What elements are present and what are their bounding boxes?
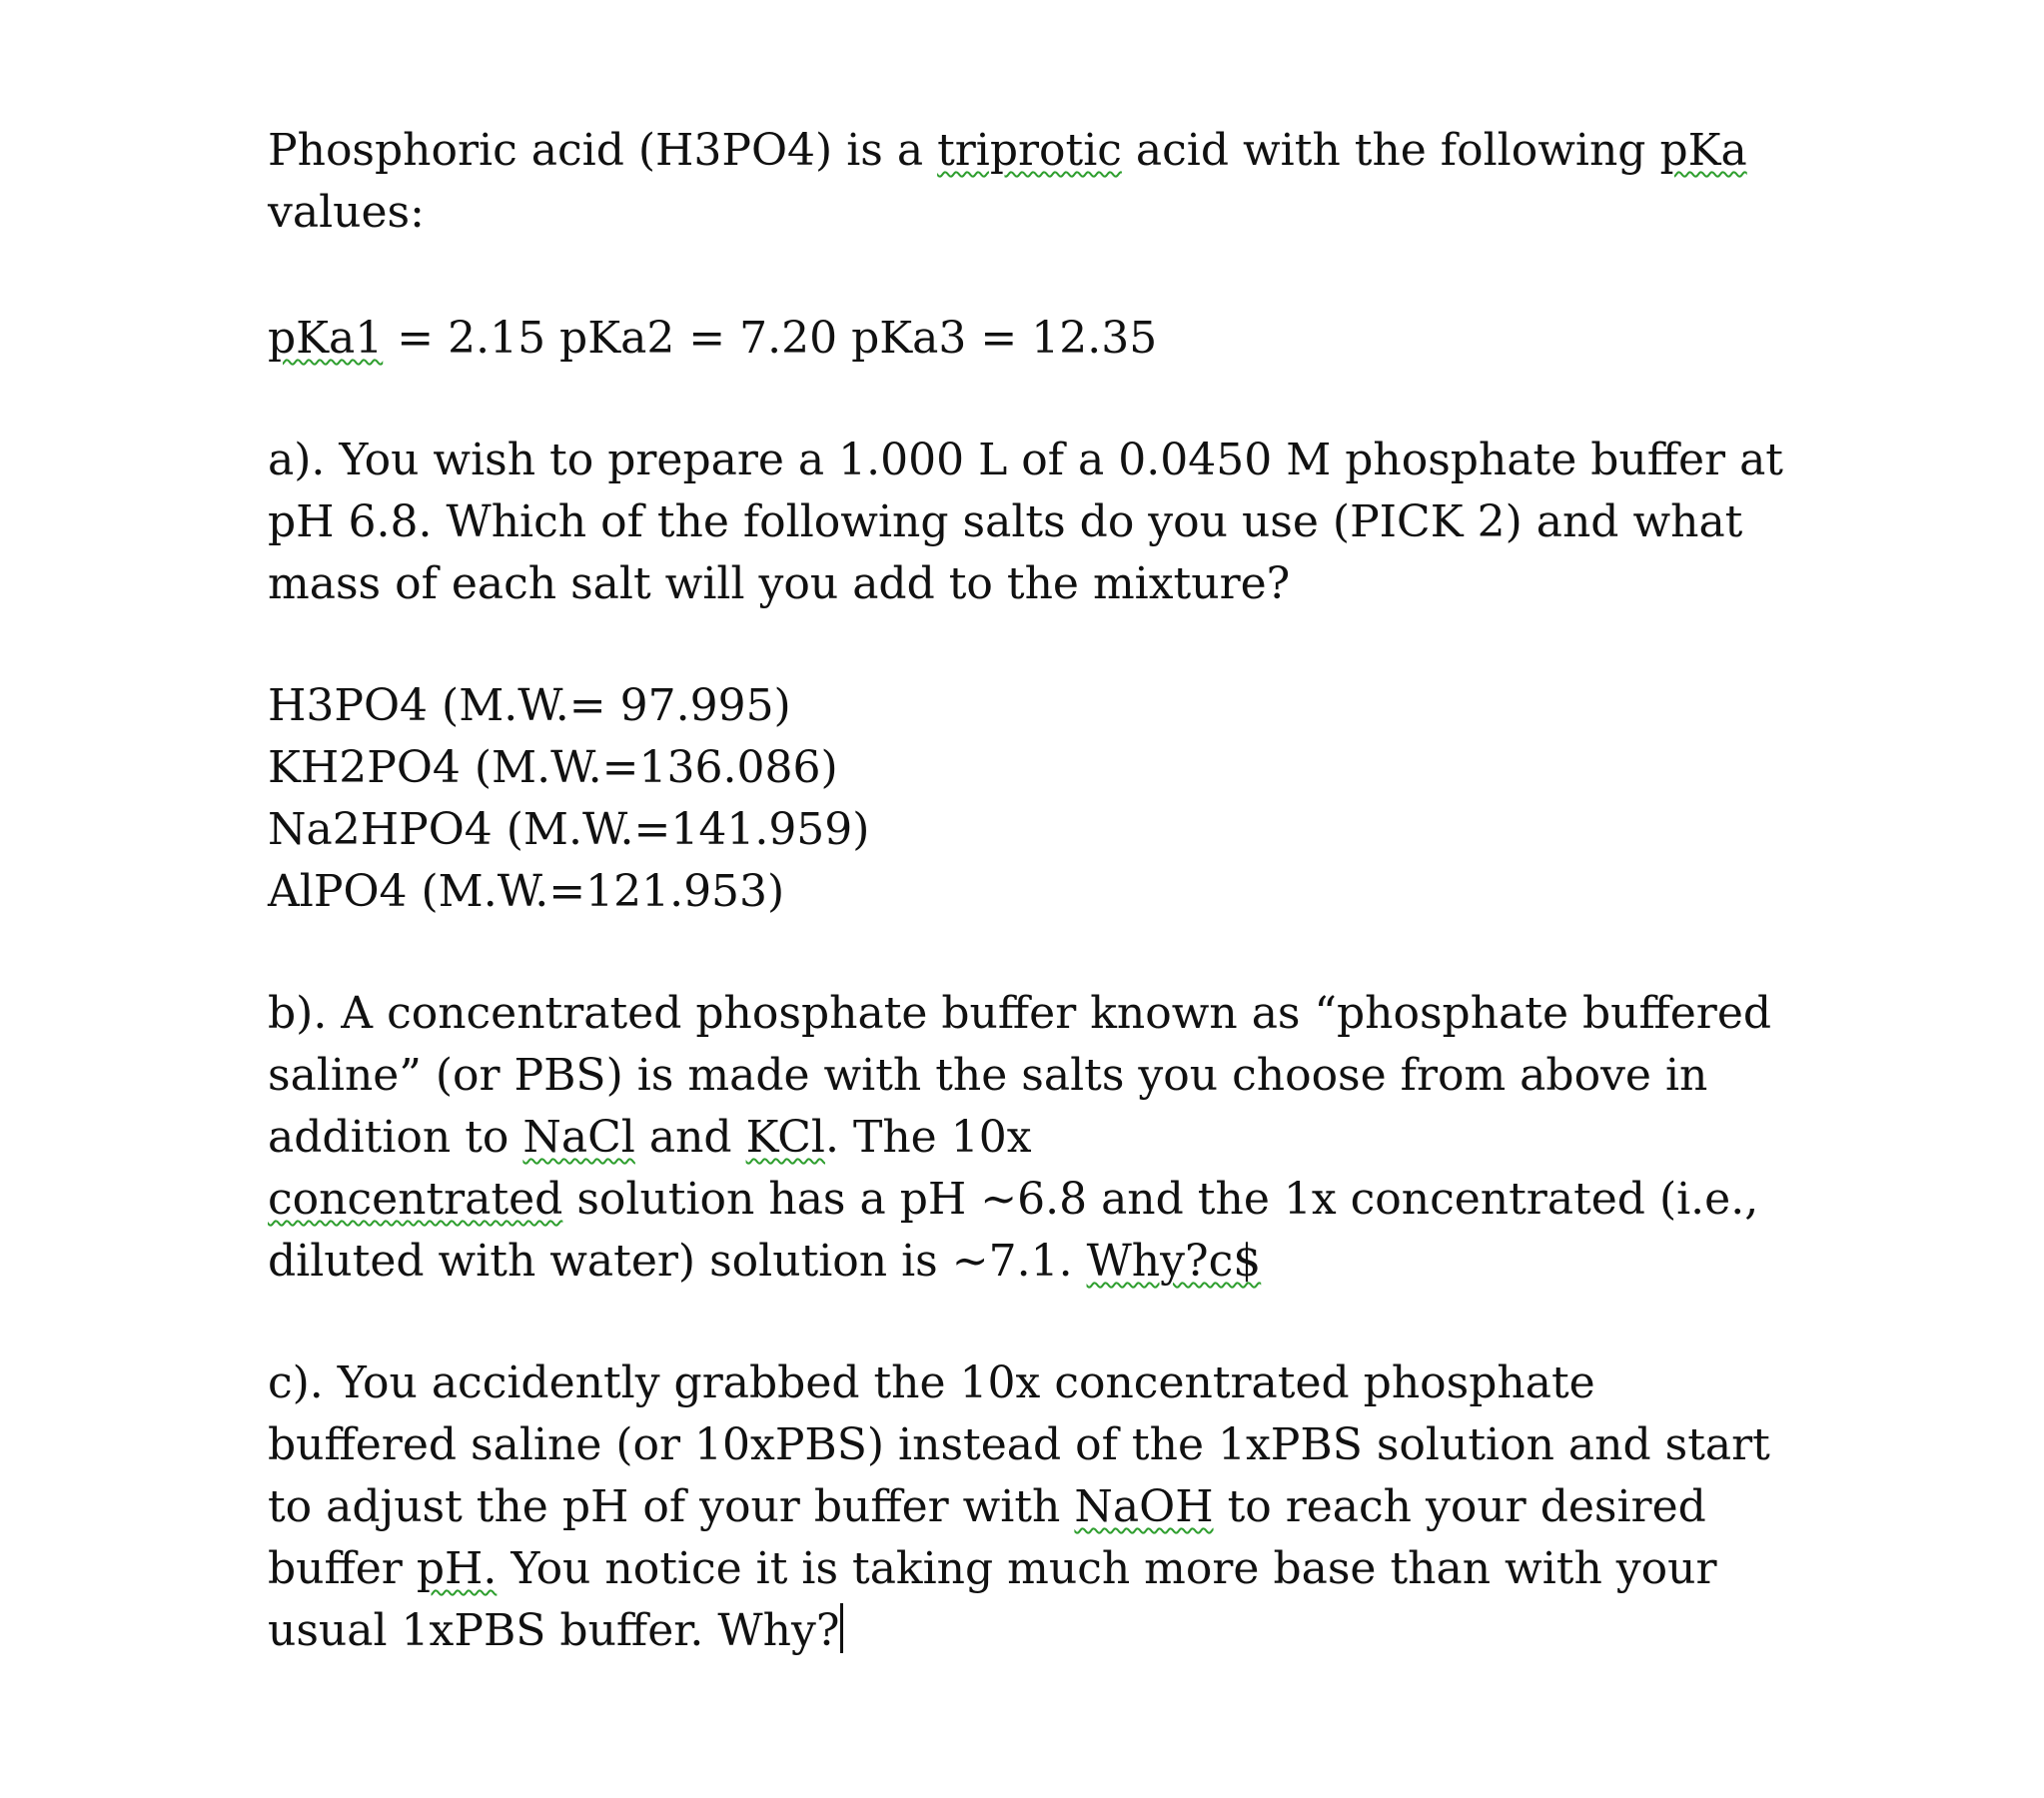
pka-values-line: pKa1 = 2.15 pKa2 = 7.20 pKa3 = 12.35 (268, 313, 1158, 364)
paragraph-gap (268, 244, 1826, 308)
part-c-line: buffer pH. You notice it is taking much more base than with your (268, 1543, 1717, 1594)
text-cursor (840, 1603, 843, 1653)
part-b-paragraph (268, 983, 1826, 1293)
salt-item: H3PO4 (M.W.= 97.995) (268, 680, 791, 731)
part-c-paragraph (268, 1352, 1826, 1662)
salts-list (268, 675, 1826, 923)
salt-item: KH2PO4 (M.W.=136.086) (268, 742, 838, 793)
part-b-line: saline” (or PBS) is made with the salts you choose from above in (268, 1050, 1708, 1101)
paragraph-gap (268, 615, 1826, 675)
part-b-line: b). A concentrated phosphate buffer known as “phosphate buffered (268, 988, 1772, 1039)
part-b-line: concentrated solution has a pH ~6.8 and the 1x concentrated (i.e., (268, 1174, 1759, 1225)
intro-paragraph (268, 120, 1826, 244)
part-b-line: addition to NaCl and KCl. The 10x (268, 1112, 1032, 1163)
spellcheck-word[interactable]: KCl (745, 1112, 826, 1163)
spellcheck-word[interactable]: NaCl (522, 1112, 635, 1163)
part-c-line: usual 1xPBS buffer. Why? (268, 1600, 1826, 1662)
part-a-line: mass of each salt will you add to the mixture? (268, 558, 1291, 609)
spellcheck-word[interactable]: NaOH (1074, 1481, 1214, 1532)
spellcheck-word[interactable]: pH. (416, 1543, 498, 1594)
part-c-line: c). You accidently grabbed the 10x concentrated phosphate (268, 1357, 1595, 1408)
salt-item: Na2HPO4 (M.W.=141.959) (268, 804, 870, 855)
spellcheck-word[interactable]: concentrated (268, 1174, 563, 1225)
paragraph-gap (268, 370, 1826, 430)
part-a-paragraph (268, 430, 1826, 615)
salt-item: AlPO4 (M.W.=121.953) (268, 866, 785, 917)
part-c-line: buffered saline (or 10xPBS) instead of the 1xPBS solution and start (268, 1419, 1770, 1470)
paragraph-gap (268, 1293, 1826, 1352)
part-a-line: pH 6.8. Which of the following salts do you use (PICK 2) and what (268, 496, 1743, 547)
part-c-line: to adjust the pH of your buffer with NaOH to reach your desired (268, 1481, 1706, 1532)
part-b-line: diluted with water) solution is ~7.1. Why?c$ (268, 1236, 1262, 1287)
part-a-line: a). You wish to prepare a 1.000 L of a 0.0450 M phosphate buffer at (268, 435, 1783, 485)
spellcheck-word[interactable]: pKa1 (268, 313, 384, 364)
intro-line-1: Phosphoric acid (H3PO4) is a triprotic acid with the following pKa (268, 125, 1747, 176)
spellcheck-word[interactable]: pKa (1659, 125, 1747, 176)
intro-line-2: values: (268, 187, 425, 238)
document-body[interactable] (268, 120, 1826, 1662)
paragraph-gap (268, 923, 1826, 983)
spellcheck-word[interactable]: triprotic (937, 125, 1122, 176)
spellcheck-word[interactable]: Why?c$ (1086, 1236, 1262, 1287)
